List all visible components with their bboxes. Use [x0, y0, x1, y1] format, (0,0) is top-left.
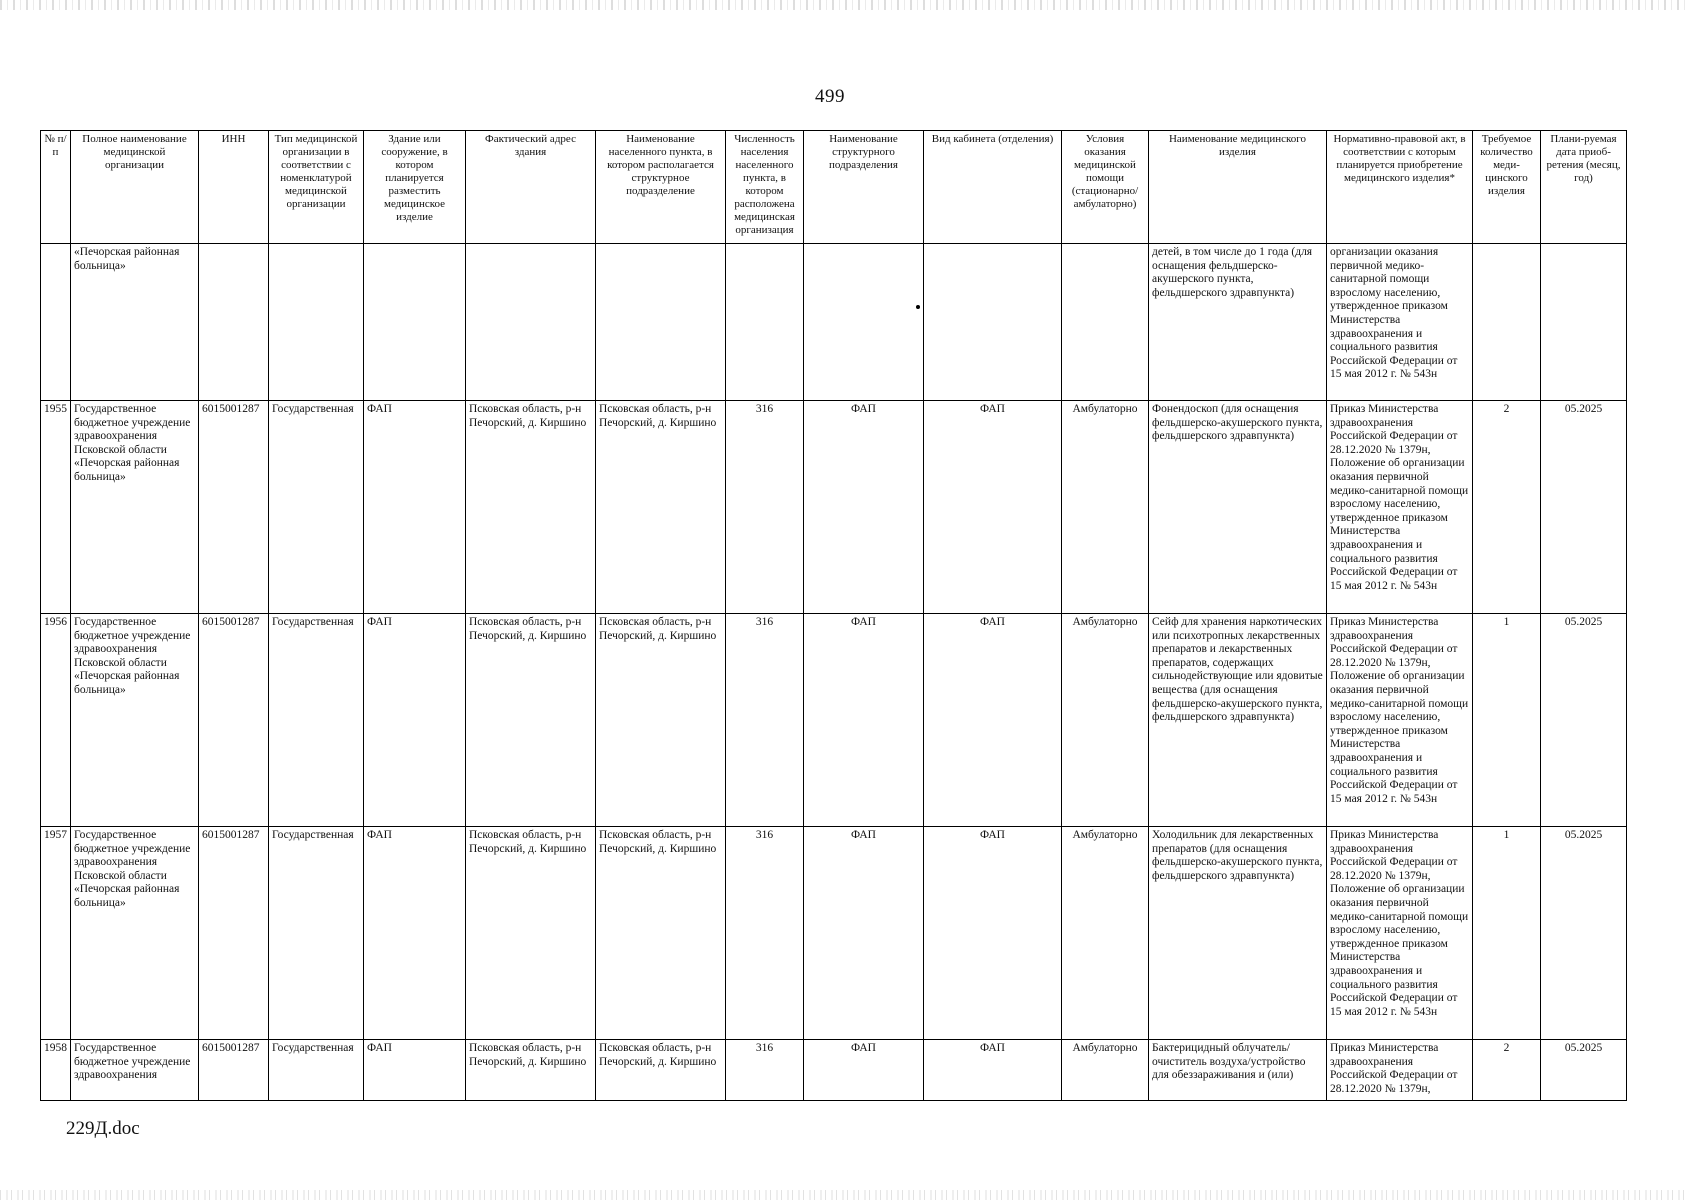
cell-unit: ФАП — [804, 1040, 924, 1101]
cell-inn: 6015001287 — [199, 1040, 269, 1101]
header-locality: Наименование населенного пункта, в котором располагается структурное подразделение — [596, 131, 726, 244]
cell-quantity: 1 — [1473, 827, 1541, 1040]
header-act: Нормативно-правовой акт, в соответствии с которым планируется приобретение медицинского изделия* — [1327, 131, 1473, 244]
cell-inn: 6015001287 — [199, 401, 269, 614]
cell-population: 316 — [726, 1040, 804, 1101]
cell-cabinet: ФАП — [924, 827, 1062, 1040]
cell-device: Сейф для хранения наркотических или психотропных лекарственных препаратов и лекарственных препаратов, содержащих сильнодействующие или ядовитые вещества (для оснащения фельдшерско-акушерского пункта, фельдшерского здравпункта) — [1149, 614, 1327, 827]
table-row — [41, 827, 1627, 1040]
cell-population: 316 — [726, 614, 804, 827]
cell-address: Псковская область, р-н Печорский, д. Киршино — [466, 1040, 596, 1101]
cell-conditions: Амбулаторно — [1062, 614, 1149, 827]
cell-address: Псковская область, р-н Печорский, д. Киршино — [466, 827, 596, 1040]
cell-locality: Псковская область, р-н Печорский, д. Киршино — [596, 827, 726, 1040]
cell-device: Фонендоскоп (для оснащения фельдшерско-акушерского пункта, фельдшерского здравпункта) — [1149, 401, 1327, 614]
cell-cabinet: ФАП — [924, 1040, 1062, 1101]
table-header-row — [41, 131, 1627, 244]
cell-date: 05.2025 — [1541, 827, 1627, 1040]
cell-act: организации оказания первичной медико-санитарной помощи взрослому населению, утвержденное приказом Министерства здравоохранения и социального развития Российской Федерации от 15 мая 2012 г. № 543н — [1327, 244, 1473, 401]
medical-equipment-table — [40, 130, 1627, 1101]
cell-type: Государственная — [269, 827, 364, 1040]
cell-locality: Псковская область, р-н Печорский, д. Киршино — [596, 401, 726, 614]
header-population: Численность населения населенного пункта, в котором расположена медицинская организация — [726, 131, 804, 244]
header-address: Фактический адрес здания — [466, 131, 596, 244]
cell-act: Приказ Министерства здравоохранения Российской Федерации от 28.12.2020 № 1379н, Положение об организации оказания первичной медико-санитарной помощи взрослому населению, утвержденное приказом Министерства здравоохранения и социального развития Российской Федерации от 15 мая 2012 г. № 543н — [1327, 614, 1473, 827]
cell-unit: ФАП — [804, 401, 924, 614]
header-date: Плани-руемая дата приоб-ретения (месяц, год) — [1541, 131, 1627, 244]
cell-num: 1955 — [41, 401, 71, 614]
cell-num: 1957 — [41, 827, 71, 1040]
cell-inn: 6015001287 — [199, 614, 269, 827]
scan-edge-top — [0, 0, 1686, 10]
scan-edge-bottom — [0, 1190, 1686, 1200]
header-cabinet: Вид кабинета (отделения) — [924, 131, 1062, 244]
cell-num: 1958 — [41, 1040, 71, 1101]
cell-population: 316 — [726, 401, 804, 614]
header-unit: Наименование структурного подразделения — [804, 131, 924, 244]
header-type: Тип медицинской организации в соответствии с номенклатурой медицинской организации — [269, 131, 364, 244]
header-num: № п/п — [41, 131, 71, 244]
cell-building: ФАП — [364, 614, 466, 827]
cell-unit: ФАП — [804, 614, 924, 827]
cell-cabinet: ФАП — [924, 401, 1062, 614]
cell-building: ФАП — [364, 401, 466, 614]
cell-num: 1956 — [41, 614, 71, 827]
cell-type: Государственная — [269, 1040, 364, 1101]
cell-locality: Псковская область, р-н Печорский, д. Киршино — [596, 1040, 726, 1101]
table-row — [41, 614, 1627, 827]
cell-quantity: 2 — [1473, 1040, 1541, 1101]
cell-inn: 6015001287 — [199, 827, 269, 1040]
cell-date: 05.2025 — [1541, 401, 1627, 614]
cell-quantity: 2 — [1473, 401, 1541, 614]
header-inn: ИНН — [199, 131, 269, 244]
table-row — [41, 401, 1627, 614]
cell-date: 05.2025 — [1541, 1040, 1627, 1101]
table-row — [41, 1040, 1627, 1101]
cell-organization: Государственное бюджетное учреждение здравоохранения Псковской области «Печорская районная больница» — [71, 401, 199, 614]
cell-device: Бактерицидный облучатель/очиститель воздуха/устройство для обеззараживания и (или) — [1149, 1040, 1327, 1101]
cell-type: Государственная — [269, 401, 364, 614]
cell-quantity: 1 — [1473, 614, 1541, 827]
header-quantity: Требуемое количество меди-цинского изделия — [1473, 131, 1541, 244]
header-building: Здание или сооружение, в котором планируется разместить медицинское изделие — [364, 131, 466, 244]
footer-filename: 229Д.doc — [66, 1118, 140, 1139]
page-number: 499 — [815, 86, 845, 107]
cell-conditions: Амбулаторно — [1062, 1040, 1149, 1101]
table-row-continuation — [41, 244, 1627, 401]
scan-speck — [916, 305, 920, 309]
cell-address: Псковская область, р-н Печорский, д. Киршино — [466, 401, 596, 614]
cell-type: Государственная — [269, 614, 364, 827]
cell-date: 05.2025 — [1541, 614, 1627, 827]
cell-act: Приказ Министерства здравоохранения Российской Федерации от 28.12.2020 № 1379н, Положение об организации оказания первичной медико-санитарной помощи взрослому населению, утвержденное приказом Министерства здравоохранения и социального развития Российской Федерации от 15 мая 2012 г. № 543н — [1327, 827, 1473, 1040]
cell-building: ФАП — [364, 827, 466, 1040]
cell-organization: Государственное бюджетное учреждение здравоохранения Псковской области «Печорская районная больница» — [71, 827, 199, 1040]
cell-conditions: Амбулаторно — [1062, 827, 1149, 1040]
cell-act: Приказ Министерства здравоохранения Российской Федерации от 28.12.2020 № 1379н, Положение об организации оказания первичной медико-санитарной помощи взрослому населению, утвержденное приказом Министерства здравоохранения и социального развития Российской Федерации от 15 мая 2012 г. № 543н — [1327, 401, 1473, 614]
header-organization: Полное наименование медицинской организации — [71, 131, 199, 244]
header-device: Наименование медицинского изделия — [1149, 131, 1327, 244]
header-conditions: Условия оказания медицинской помощи (стационарно/ амбулаторно) — [1062, 131, 1149, 244]
cell-organization: Государственное бюджетное учреждение здравоохранения — [71, 1040, 199, 1101]
cell-building: ФАП — [364, 1040, 466, 1101]
cell-organization: Государственное бюджетное учреждение здравоохранения Псковской области «Печорская районная больница» — [71, 614, 199, 827]
cell-cabinet: ФАП — [924, 614, 1062, 827]
cell-population: 316 — [726, 827, 804, 1040]
cell-device: Холодильник для лекарственных препаратов (для оснащения фельдшерско-акушерского пункта, фельдшерского здравпункта) — [1149, 827, 1327, 1040]
cell-locality: Псковская область, р-н Печорский, д. Киршино — [596, 614, 726, 827]
cell-device: детей, в том числе до 1 года (для оснащения фельдшерско-акушерского пункта, фельдшерского здравпункта) — [1149, 244, 1327, 401]
cell-unit: ФАП — [804, 827, 924, 1040]
cell-address: Псковская область, р-н Печорский, д. Киршино — [466, 614, 596, 827]
cell-conditions: Амбулаторно — [1062, 401, 1149, 614]
cell-organization: «Печорская районная больница» — [71, 244, 199, 401]
cell-act: Приказ Министерства здравоохранения Российской Федерации от 28.12.2020 № 1379н, — [1327, 1040, 1473, 1101]
